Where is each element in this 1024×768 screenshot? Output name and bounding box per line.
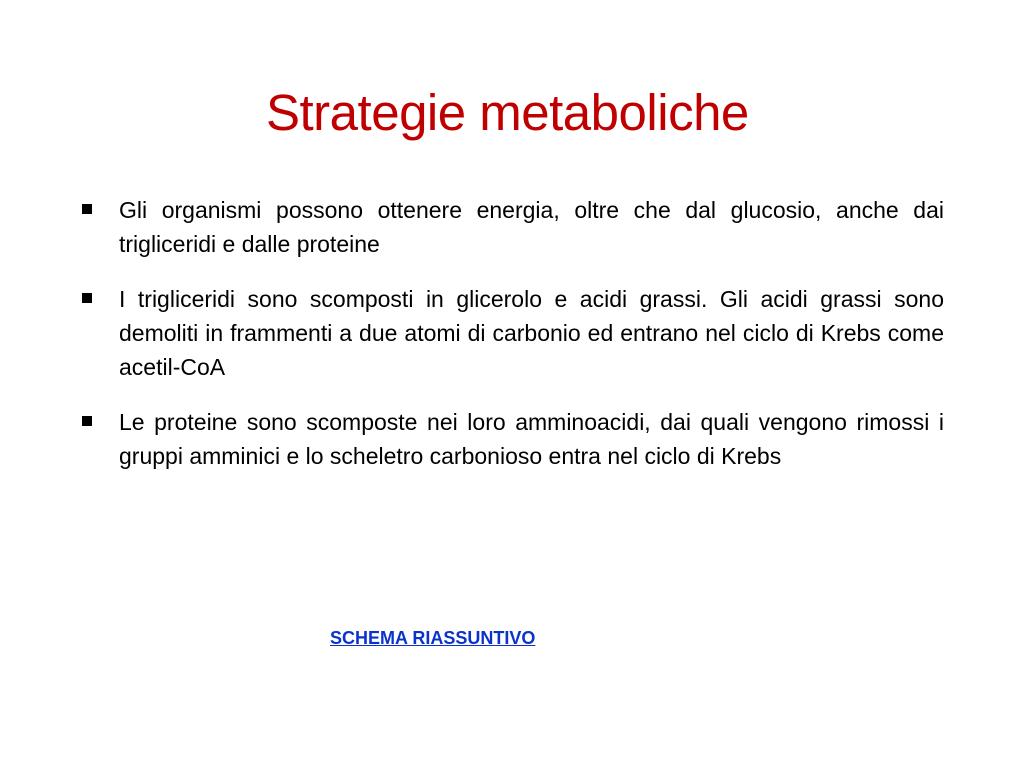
- bullet-item: [80, 405, 944, 473]
- bullet-item: [80, 193, 944, 261]
- bullet-list: [80, 193, 944, 494]
- schema-riassuntivo-link[interactable]: SCHEMA RIASSUNTIVO: [330, 628, 536, 648]
- square-bullet-icon: [82, 293, 92, 303]
- bullet-text: Le proteine sono scomposte nei loro amminoacidi, dai quali vengono rimossi i gruppi amminici e lo scheletro carbonioso entra nel ciclo di Krebs: [119, 409, 944, 469]
- link-container: [330, 625, 535, 651]
- slide-title: Strategie metaboliche: [266, 84, 749, 142]
- square-bullet-icon: [82, 416, 92, 426]
- bullet-text: I trigliceridi sono scomposti in glicerolo e acidi grassi. Gli acidi grassi sono demoliti in frammenti a due atomi di carbonio ed entrano nel ciclo di Krebs come acetil-CoA: [119, 286, 944, 380]
- bullet-item: [80, 282, 944, 384]
- square-bullet-icon: [82, 204, 92, 214]
- bullet-text: Gli organismi possono ottenere energia, oltre che dal glucosio, anche dai trigliceridi e dalle proteine: [119, 197, 944, 257]
